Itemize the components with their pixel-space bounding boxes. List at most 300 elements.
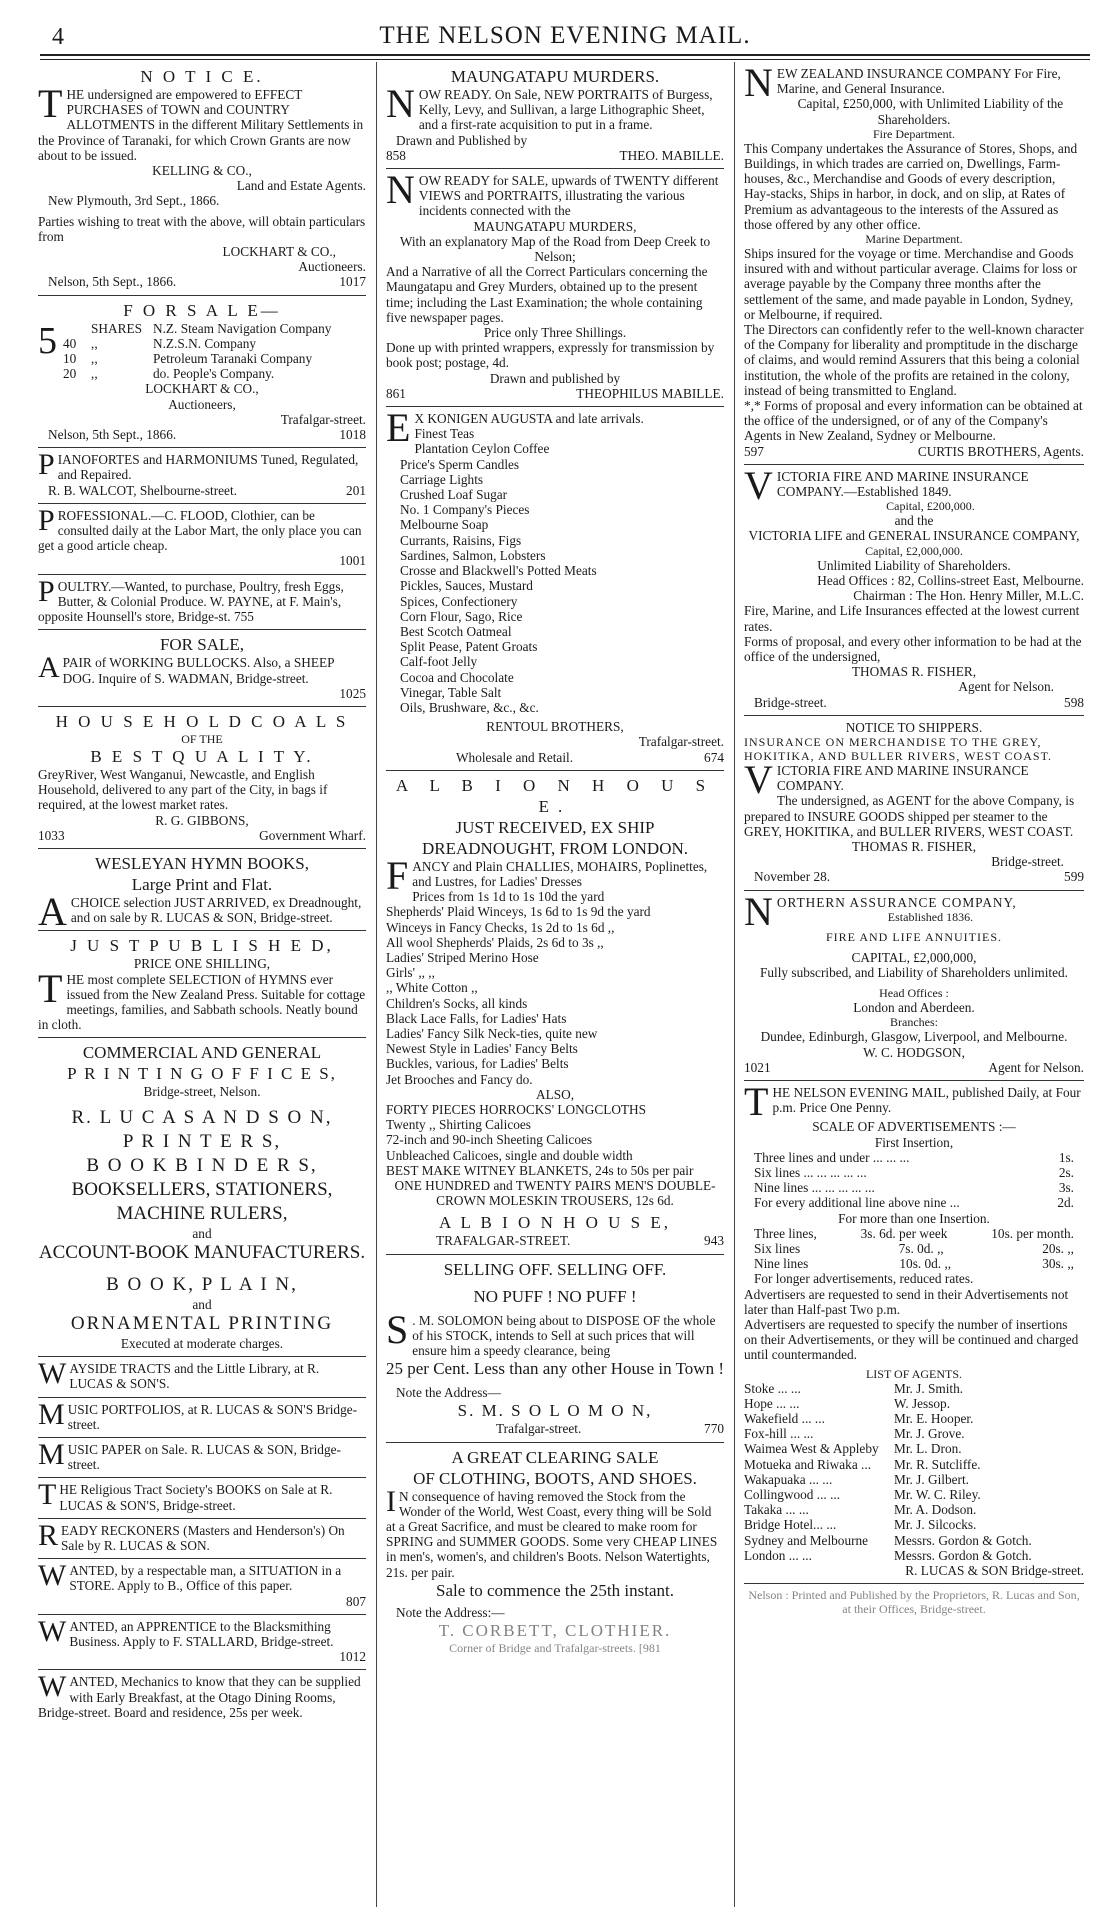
- grocery-item: Calf-foot Jelly: [400, 654, 478, 670]
- signer: THEOPHILUS MABILLE.: [576, 385, 724, 401]
- murders-portraits-ad: [386, 62, 724, 169]
- drapery-item: Ladies' Striped Merino Hose: [386, 949, 539, 965]
- selling-heading: SELLING OFF. SELLING OFF.: [443, 1259, 667, 1279]
- grocery-item: Sardines, Salmon, Lobsters: [400, 547, 546, 563]
- grocery-item: Best Scotch Oatmeal: [400, 623, 512, 639]
- notice-body-2: Parties wishing to treat with the above, will obtain particulars from: [38, 213, 366, 244]
- wanted-mechanics-ad: [38, 1670, 366, 1725]
- hymn-books-ad: [38, 849, 366, 934]
- signer: KELLING & CO.,: [152, 163, 252, 179]
- rate-week: 10s. 0d. ,,: [899, 1256, 952, 1272]
- ad-text: Ships insured for the voyage or time. Merchandise and Goods insured with and without particular average. Claims for loss or average payable by the Company three months after the settlement of the same, and made payable in London, Sydney, or Melbourne, if required.: [744, 246, 1078, 322]
- shippers-heading: NOTICE TO SHIPPERS.: [845, 719, 983, 735]
- augusta-ad: [386, 407, 724, 771]
- wayside-ad: [38, 1357, 366, 1397]
- ad-number: 770: [704, 1421, 724, 1437]
- for-sale-heading: F O R S A L E—: [123, 300, 281, 320]
- ad-number: 1001: [339, 553, 366, 569]
- grocery-item: Price's Sperm Candles: [400, 456, 520, 472]
- signer-address: Bridge-street.: [754, 694, 827, 710]
- rate-row: [744, 1241, 1084, 1256]
- drapery-item: Jet Brooches and Fancy do.: [386, 1071, 533, 1087]
- share-company: N.Z. Steam Navigation Company: [153, 320, 332, 336]
- agent-name: Mr. E. Hooper.: [894, 1411, 974, 1427]
- dateline: November 28.: [754, 869, 831, 885]
- notice-ad: [38, 62, 366, 296]
- ad-text: N consequence of having removed the Stock from the Wonder of the World, West Coast, every thing will be Sold at a Great Sacrifice, and must be cleared to make room for SPRING and SUMMER GOODS. Some very CHEAP LINES in men's, women's, and children's Boots. Nelson Watertights, 21s. per pair.: [386, 1488, 718, 1580]
- agent-row: [744, 1426, 1084, 1441]
- dateline: Nelson, 5th Sept., 1866.: [48, 274, 177, 290]
- clearing-sale-ad: [386, 1443, 724, 1660]
- established-line: Established 1836.: [887, 909, 974, 924]
- drop-cap: I: [386, 1484, 396, 1518]
- signer: THOMAS R. FISHER,: [851, 838, 977, 854]
- coals-ad: [38, 707, 366, 849]
- share-count: [63, 321, 91, 336]
- albion-also: ALSO,: [535, 1086, 575, 1102]
- share-company: Petroleum Taranaki Company: [153, 351, 313, 367]
- clearing-heading: A GREAT CLEARING SALE: [451, 1447, 659, 1467]
- share-count: 10: [63, 351, 77, 367]
- grocery-item: Carriage Lights: [400, 471, 484, 487]
- ad-number: 1012: [339, 1649, 366, 1665]
- rate-label: Six lines ... ... ... ... ...: [754, 1164, 867, 1180]
- ad-text: ICTORIA FIRE AND MARINE INSURANCE COMPANY.—Established 1849.: [776, 468, 1029, 500]
- printing-line: COMMERCIAL AND GENERAL: [82, 1043, 322, 1063]
- rates-table-2: [744, 1226, 1084, 1272]
- rate-month: 10s. per month.: [991, 1225, 1074, 1241]
- printing-line: and: [192, 1296, 212, 1312]
- ad-text: . M. SOLOMON being about to DISPOSE OF the whole of his STOCK, intends to Sell at such prices that will ensure him a speedy clearance, being: [412, 1312, 716, 1359]
- ad-text: Advertisers are requested to send in their Advertisements not later than Half-past Two p.m.: [744, 1286, 1069, 1317]
- clearing-line: Sale to commence the 25th instant.: [436, 1580, 674, 1600]
- ad-text: Fire, Marine, and Life Insurances effected at the lowest current rates.: [744, 603, 1080, 634]
- northern-line: FIRE AND LIFE ANNUITIES.: [826, 929, 1002, 944]
- agent-place: Bridge Hotel... ...: [744, 1517, 837, 1533]
- scale-heading: SCALE OF ADVERTISEMENTS :—: [812, 1119, 1016, 1135]
- agent-place: Motueka and Riwaka ...: [744, 1456, 872, 1472]
- published-price: PRICE ONE SHILLING,: [133, 956, 271, 972]
- ad-text: OW READY. On Sale, NEW PORTRAITS of Burgess, Kelly, Levy, and Sullivan, a large Lithographic Sheet, and a first-rate acquisition to put in a frame.: [418, 87, 713, 133]
- albion-line: JUST RECEIVED, EX SHIP: [455, 817, 655, 837]
- signer: R. LUCAS & SON Bridge-street.: [905, 1563, 1084, 1579]
- drapery-item: Newest Style in Ladies' Fancy Belts: [386, 1041, 578, 1057]
- drop-cap: A: [38, 888, 67, 934]
- drop-cap: M: [38, 1397, 65, 1431]
- printing-line: P R I N T E R S,: [122, 1130, 282, 1152]
- drop-cap: W: [38, 1670, 67, 1704]
- agent-row: [744, 1381, 1084, 1396]
- agent-name: Messrs. Gordon & Gotch.: [894, 1532, 1032, 1548]
- head-office: London and Aberdeen.: [853, 1000, 975, 1016]
- drop-cap: S: [386, 1306, 409, 1352]
- drop-cap: T: [38, 965, 63, 1011]
- notice-body: HE undersigned are empowered to EFFECT PURCHASES of TOWN and COUNTRY ALLOTMENTS in the different Military Settlements in the Province of Taranaki, for which Crown Grants are now about to be issued.: [38, 87, 364, 163]
- for-sale-heading: FOR SALE,: [159, 635, 245, 655]
- drop-cap: W: [38, 1559, 67, 1593]
- share-company: do. People's Company.: [153, 366, 275, 382]
- just-published-ad: [38, 931, 366, 1038]
- printing-line: BOOKSELLERS, STATIONERS,: [71, 1178, 333, 1200]
- drop-cap: R: [38, 1518, 59, 1552]
- rate-week: 3s. 6d. per week: [860, 1225, 948, 1241]
- signer-address: Corner of Bridge and Trafalgar-streets. [981: [449, 1641, 661, 1656]
- albion-line: DREADNOUGHT, FROM LONDON.: [421, 838, 688, 858]
- column-3: [744, 62, 1084, 1912]
- drapery-list: [386, 889, 724, 1087]
- ad-text: Forms of proposal, and every other information to be had at the office of the undersigned,: [744, 633, 1082, 664]
- ad-number: 599: [1064, 869, 1084, 885]
- page-number: 4: [52, 24, 64, 50]
- grocery-item: Finest Teas: [414, 426, 475, 442]
- rate-label: Three lines and under ... ... ...: [754, 1149, 910, 1165]
- ad-text: USIC PORTFOLIOS, at R. LUCAS & SON'S Bridge-street.: [67, 1401, 358, 1432]
- printing-line: R. L U C A S A N D S O N,: [71, 1106, 333, 1128]
- drapery-item: Girls' ,, ,,: [386, 965, 435, 981]
- agent-place: Wakefield ... ...: [744, 1411, 825, 1427]
- drop-number: 5: [38, 319, 57, 362]
- agent-row: [744, 1411, 1084, 1426]
- agent-name: Mr. R. Sutcliffe.: [894, 1456, 981, 1472]
- first-insertion: First Insertion,: [874, 1134, 954, 1150]
- rate-row: [744, 1256, 1084, 1271]
- agent-place: Fox-hill ... ...: [744, 1426, 814, 1442]
- agent-name: Mr. J. Silcocks.: [894, 1517, 977, 1533]
- ad-text: IANOFORTES and HARMONIUMS Tuned, Regulated, and Repaired.: [57, 452, 359, 483]
- department-heading: Fire Department.: [873, 126, 955, 141]
- printing-line: P R I N T I N G O F F I C E S,: [67, 1064, 337, 1084]
- agent-place: Takaka ... ...: [744, 1502, 809, 1518]
- printing-offices-ad: [38, 1038, 366, 1357]
- ad-number: 1025: [339, 685, 366, 701]
- signer: LOCKHART & CO.,: [222, 244, 336, 260]
- signer-address: Trafalgar-street.: [496, 1421, 582, 1437]
- rate-row: [744, 1180, 1084, 1195]
- views-line: And a Narrative of all the Correct Particulars concerning the Maungatapu and Grey Murders, obtained up to the present time; including the Last Examination; the whole containing five newspaper pages.: [386, 264, 708, 325]
- ad-number: 755: [233, 609, 254, 625]
- coals-of: OF THE: [181, 731, 223, 746]
- evening-mail-rates-ad: [744, 1078, 1084, 1584]
- drapery-item: Twenty ,, Shirting Calicoes: [386, 1117, 531, 1133]
- ad-number: 597: [744, 443, 764, 459]
- drop-cap: N: [744, 888, 773, 934]
- ad-text: *,* Forms of proposal and every information can be obtained at the office of the undersigned, or of any of the Company's Agents in New Zealand, Sydney or Melbourne.: [744, 398, 1083, 444]
- drop-cap: P: [38, 574, 55, 608]
- drapery-item: Black Lace Falls, for Ladies' Hats: [386, 1010, 567, 1026]
- capital-line: CAPITAL, £2,000,000,: [851, 949, 977, 965]
- drapery-item: 72-inch and 90-inch Sheeting Calicoes: [386, 1132, 593, 1148]
- signer-title: Agent for Nelson.: [958, 679, 1054, 695]
- agent-row: [744, 1517, 1084, 1532]
- ad-number: 1021: [744, 1059, 771, 1075]
- drop-cap: T: [38, 81, 63, 126]
- liability-line: Unlimited Liability of Shareholders.: [817, 557, 1011, 573]
- ad-number: 1018: [339, 427, 366, 443]
- agent-place: Waimea West & Appleby: [744, 1441, 879, 1457]
- drop-cap: W: [38, 1614, 67, 1648]
- branches-label: Branches:: [890, 1015, 938, 1030]
- printing-line: Executed at moderate charges.: [120, 1335, 284, 1351]
- rate-price: 2d.: [1057, 1195, 1074, 1211]
- share-unit: ,,: [91, 335, 98, 351]
- ad-text: Advertisers are requested to specify the number of insertions on their Advertisements, or they will be continued and charged until countermanded.: [744, 1317, 1079, 1363]
- ad-text: CHOICE selection JUST ARRIVED, ex Dreadnought, and on sale by R. LUCAS & SON, Bridge-street.: [70, 894, 362, 926]
- connector: and the: [894, 513, 934, 529]
- agent-name: Mr. L. Dron.: [894, 1441, 962, 1457]
- albion-address: TRAFALGAR-STREET.: [436, 1233, 571, 1249]
- capital-line: Capital, £200,000.: [886, 499, 975, 514]
- more-insertion: For more than one Insertion.: [838, 1210, 990, 1226]
- drop-cap: V: [744, 462, 773, 508]
- views-line: MAUNGATAPU MURDERS,: [473, 218, 637, 234]
- ad-text: ICTORIA FIRE AND MARINE INSURANCE COMPANY.: [776, 762, 1029, 794]
- rate-month: 20s. ,,: [1042, 1241, 1074, 1256]
- ad-text: ANCY and Plain CHALLIES, MOHAIRS, Poplinettes, and Lustres, for Ladies' Dresses: [412, 858, 708, 889]
- agent-row: [744, 1487, 1084, 1502]
- column-2: [386, 62, 724, 1912]
- murders-heading: MAUNGATAPU MURDERS.: [450, 67, 660, 86]
- ready-reckoners-ad: [38, 1519, 366, 1559]
- agent-place: Sydney and Melbourne: [744, 1532, 869, 1548]
- drapery-item: Prices from 1s 1d to 1s 10d the yard: [412, 889, 605, 905]
- rate-label: Nine lines ... ... ... ... ...: [754, 1180, 875, 1196]
- agent-name: Mr. J. Grove.: [894, 1426, 965, 1442]
- dateline: Nelson, 5th Sept., 1866.: [48, 427, 177, 443]
- chairman: Chairman : The Hon. Henry Miller, M.L.C.: [853, 588, 1084, 604]
- albion-footer: A L B I O N H O U S E,: [438, 1213, 672, 1233]
- grocery-item: Melbourne Soap: [400, 517, 489, 533]
- ad-text: PAIR of WORKING BULLOCKS. Also, a SHEEP DOG. Inquire of S. WADMAN, Bridge-street.: [62, 655, 335, 686]
- share-count: 40: [63, 335, 77, 351]
- printing-line: MACHINE RULERS,: [116, 1202, 288, 1224]
- grocery-item: Cocoa and Chocolate: [400, 669, 514, 685]
- drop-cap: M: [38, 1437, 65, 1471]
- agent-row: [744, 1472, 1084, 1487]
- share-count: 20: [63, 366, 77, 382]
- published-heading: J U S T P U B L I S H E D,: [70, 936, 334, 956]
- signer: W. C. HODGSON,: [863, 1044, 965, 1060]
- agent-name: Mr. J. Smith.: [894, 1380, 964, 1396]
- signer-address: Trafalgar-street.: [280, 411, 366, 427]
- rate-price: 2s.: [1058, 1164, 1074, 1180]
- nz-insurance-ad: [744, 62, 1084, 465]
- branches-list: Dundee, Edinburgh, Glasgow, Liverpool, and Melbourne.: [760, 1029, 1068, 1045]
- tract-society-ad: [38, 1478, 366, 1518]
- notice-heading: N O T I C E.: [140, 67, 264, 86]
- agent-name: Mr. W. C. Riley.: [894, 1487, 981, 1503]
- ad-number: 201: [346, 482, 366, 498]
- music-portfolios-ad: [38, 1398, 366, 1438]
- signer: T. CORBETT, CLOTHIER.: [438, 1621, 672, 1641]
- masthead-rule: [40, 54, 1090, 60]
- grocery-item: Crosse and Blackwell's Potted Meats: [400, 563, 597, 579]
- signer: S. M. S O L O M O N,: [457, 1401, 653, 1421]
- drop-cap: N: [744, 60, 773, 105]
- drapery-item: All wool Shepherds' Plaids, 2s 6d to 3s ,,: [386, 934, 604, 950]
- drop-cap: W: [38, 1357, 67, 1391]
- agent-place: Hope ... ...: [744, 1395, 800, 1411]
- newspaper-title: THE NELSON EVENING MAIL.: [379, 22, 751, 49]
- signer-title: Auctioneers,: [168, 396, 236, 412]
- signer-address: Trafalgar-street.: [638, 734, 724, 750]
- drapery-item: Shepherds' Plaid Winceys, 1s 6d to 1s 9d the yard: [386, 904, 651, 920]
- selling-heading-2: NO PUFF ! NO PUFF !: [473, 1286, 637, 1306]
- rate-label: Nine lines: [754, 1256, 809, 1272]
- share-unit: SHARES: [91, 320, 142, 336]
- wanted-situation-ad: [38, 1559, 366, 1615]
- printing-line: ACCOUNT-BOOK MANUFACTURERS.: [38, 1241, 366, 1263]
- pianofortes-ad: [38, 448, 366, 504]
- drapery-item: ,, White Cotton ,,: [386, 980, 478, 996]
- wanted-apprentice-ad: [38, 1615, 366, 1671]
- printing-line: Bridge-street, Nelson.: [143, 1084, 261, 1100]
- murders-views-ad: [386, 169, 724, 407]
- drapery-item: Ladies' Fancy Silk Neck-ties, quite new: [386, 1025, 598, 1041]
- ad-number: 943: [704, 1233, 724, 1249]
- signer: RENTOUL BROTHERS,: [486, 719, 624, 735]
- drapery-item: Children's Socks, all kinds: [386, 995, 528, 1011]
- views-line: Price only Three Shillings.: [483, 325, 627, 341]
- ad-text: EADY RECKONERS (Masters and Henderson's) On Sale by R. LUCAS & SON.: [61, 1522, 345, 1553]
- agent-row: [744, 1533, 1084, 1548]
- agent-row: [744, 1396, 1084, 1411]
- ad-text: Fully subscribed, and Liability of Shareholders unlimited.: [760, 964, 1068, 980]
- signer-address: Government Wharf.: [259, 827, 366, 843]
- drapery-list-2: [386, 1117, 724, 1178]
- signer-address: Bridge-street.: [991, 854, 1064, 870]
- column-1: [38, 62, 366, 1912]
- ad-text: AYSIDE TRACTS and the Little Library, at R. LUCAS & SON'S.: [69, 1361, 320, 1392]
- ad-text: ANTED, an APPRENTICE to the Blacksmithing Business. Apply to F. STALLARD, Bridge-street.: [69, 1618, 334, 1649]
- column-divider: [376, 62, 377, 1907]
- drapery-item: Winceys in Fancy Checks, 1s 2d to 1s 6d ,,: [386, 919, 615, 935]
- drop-cap: F: [386, 852, 409, 898]
- drop-cap: T: [744, 1078, 769, 1124]
- signer-title: Auctioneers.: [298, 259, 366, 275]
- grocery-item: Corn Flour, Sago, Rice: [400, 608, 523, 624]
- drop-cap: N: [386, 81, 415, 126]
- ad-text: HE most complete SELECTION of HYMNS ever issued from the New Zealand Press. Suitable for cottage meetings, families, and Sabbath schools. Neatly bound in cloth.: [38, 971, 366, 1033]
- ad-text: HE NELSON EVENING MAIL, published Daily, at Four p.m. Price One Penny.: [772, 1084, 1081, 1116]
- grocery-list: [386, 426, 724, 715]
- ad-number: 858: [386, 147, 406, 163]
- ad-text: This Company undertakes the Assurance of Stores, Shops, and Buildings, in which trades are carried on, Dwellings, Farm-houses, &c., Merchandise and Goods of every description, Hay-stacks, Ships in harbor, in dock, and on slip, at Rates of Premium as advantageous to the interests of the Assured as those offered by any other office.: [744, 140, 1078, 232]
- drapery-item: Unbleached Calicoes, single and double width: [386, 1147, 633, 1163]
- share-company: N.Z.S.N. Company: [153, 335, 257, 351]
- ad-number: 1033: [38, 827, 65, 843]
- signer-title: Land and Estate Agents.: [236, 178, 366, 194]
- rate-row: [744, 1165, 1084, 1180]
- ad-text: The Directors can confidently refer to the well-known character of the Company for liberality and promptitude in the discharge of claims, and would remind Assurers that this being a colonial institution, the whole of the profits are retained in the colony, instead of being transmitted to England.: [744, 322, 1084, 398]
- drapery-item: BEST MAKE WITNEY BLANKETS, 24s to 50s per pair: [386, 1162, 694, 1178]
- head-office: Head Offices :: [879, 986, 949, 1001]
- albion-heading: A L B I O N H O U S E.: [395, 775, 715, 816]
- drop-cap: N: [386, 167, 415, 213]
- agent-place: London ... ...: [744, 1547, 812, 1563]
- hymn-subheading: Large Print and Flat.: [131, 874, 273, 894]
- ad-text: X KONIGEN AUGUSTA and late arrivals.: [414, 411, 644, 427]
- ad-text: ANTED, Mechanics to know that they can be supplied with Early Breakfast, at the Otago Dining Rooms, Bridge-street. Board and residence, 25s per week.: [38, 1674, 361, 1720]
- ad-number: 674: [704, 749, 724, 765]
- ad-text: OW READY for SALE, upwards of TWENTY different VIEWS and PORTRAITS, illustrating the various incidents connected with the: [418, 173, 719, 219]
- drop-cap: P: [38, 448, 55, 482]
- clearing-heading-2: OF CLOTHING, BOOTS, AND SHOES.: [413, 1468, 697, 1488]
- rate-month: 30s. ,,: [1042, 1256, 1074, 1272]
- views-line: With an explanatory Map of the Road from Deep Creek to Nelson;: [399, 233, 711, 265]
- agent-place: Stoke ... ...: [744, 1380, 801, 1396]
- agent-row: [744, 1502, 1084, 1517]
- signer: THEO. MABILLE.: [619, 147, 724, 163]
- address-note: Note the Address:—: [396, 1604, 505, 1620]
- signer: LOCKHART & CO.,: [145, 381, 259, 397]
- capital-line: Capital, £2,000,000.: [865, 543, 963, 558]
- ad-text: HE Religious Tract Society's BOOKS on Sale at R. LUCAS & SON'S, Bridge-street.: [59, 1482, 333, 1513]
- drop-cap: T: [38, 1478, 57, 1512]
- signer-title: Agent for Nelson.: [988, 1059, 1084, 1075]
- agent-name: Messrs. Gordon & Gotch.: [894, 1547, 1032, 1563]
- rate-row: [744, 1195, 1084, 1210]
- agent-row: [744, 1548, 1084, 1563]
- grocery-item: Plantation Ceylon Coffee: [414, 441, 550, 457]
- ad-text: ROFESSIONAL.—C. FLOOD, Clothier, can be consulted daily at the Labor Mart, the only place you can get a good article cheap.: [38, 507, 362, 554]
- ad-text: EW ZEALAND INSURANCE COMPANY For Fire, Marine, and General Insurance.: [776, 66, 1061, 97]
- agent-row: [744, 1441, 1084, 1456]
- rate-label: Three lines,: [754, 1225, 817, 1241]
- coals-heading-2: B E S T Q U A L I T Y.: [90, 746, 314, 766]
- share-unit: ,,: [91, 366, 98, 382]
- poultry-ad: [38, 575, 366, 631]
- ad-number: 598: [1064, 694, 1084, 710]
- head-office: Head Offices : 82, Collins-street East, Melbourne.: [817, 572, 1084, 588]
- ad-text: USIC PAPER on Sale. R. LUCAS & SON, Bridge-street.: [67, 1441, 341, 1473]
- rate-row: [744, 1150, 1084, 1165]
- drop-cap: A: [38, 651, 60, 685]
- printing-line: ORNAMENTAL PRINTING: [70, 1312, 334, 1334]
- views-line: Done up with printed wrappers, expressly for transmission by book post; postage, 4d.: [386, 340, 715, 371]
- grocery-item: Oils, Brushware, &c., &c.: [400, 699, 539, 715]
- albion-line: ONE HUNDRED and TWENTY PAIRS MEN'S DOUBLE-CROWN MOLESKIN TROUSERS, 12s 6d.: [394, 1178, 716, 1209]
- ad-number: 1017: [339, 274, 366, 290]
- rate-price: 1s.: [1058, 1149, 1074, 1165]
- ad-text: For longer advertisements, reduced rates.: [754, 1271, 974, 1287]
- victoria-insurance-ad: [744, 462, 1084, 716]
- column-divider: [734, 62, 735, 1907]
- rates-table: [744, 1150, 1084, 1211]
- shippers-subheading: INSURANCE ON MERCHANDISE TO THE GREY, HOKITIKA, AND BULLER RIVERS, WEST COAST.: [744, 734, 1053, 763]
- agent-place: Collingwood ... ...: [744, 1487, 841, 1503]
- grocery-item: No. 1 Company's Pieces: [400, 502, 530, 518]
- drawn-by: Drawn and Published by: [396, 132, 528, 148]
- wholesale-note: Wholesale and Retail.: [456, 749, 574, 765]
- department-heading: Marine Department.: [865, 232, 963, 247]
- address-note: Note the Address—: [396, 1385, 501, 1401]
- grocery-item: Crushed Loaf Sugar: [400, 487, 508, 503]
- signer: R. G. GIBBONS,: [155, 812, 249, 828]
- coals-heading: H O U S E H O L D C O A L S: [55, 711, 349, 731]
- masthead: [40, 14, 1090, 50]
- grocery-item: Currants, Raisins, Figs: [400, 532, 522, 548]
- albion-house-ad: [386, 771, 724, 1255]
- ad-text: GreyRiver, West Wanganui, Newcastle, and English Household, delivered to any part of the City, in bags if required, at the lowest market rates.: [38, 766, 328, 813]
- rate-row: [744, 1226, 1084, 1241]
- ad-text: ORTHERN ASSURANCE COMPANY,: [776, 894, 1017, 910]
- albion-line: FORTY PIECES HORROCKS' LONGCLOTHS: [386, 1101, 647, 1117]
- agent-name: Mr. A. Dodson.: [894, 1502, 977, 1518]
- signer: THOMAS R. FISHER,: [851, 664, 977, 680]
- agents-heading: LIST OF AGENTS.: [865, 1366, 963, 1381]
- printing-line: B O O K, P L A I N,: [106, 1273, 298, 1295]
- ad-number: 861: [386, 385, 406, 401]
